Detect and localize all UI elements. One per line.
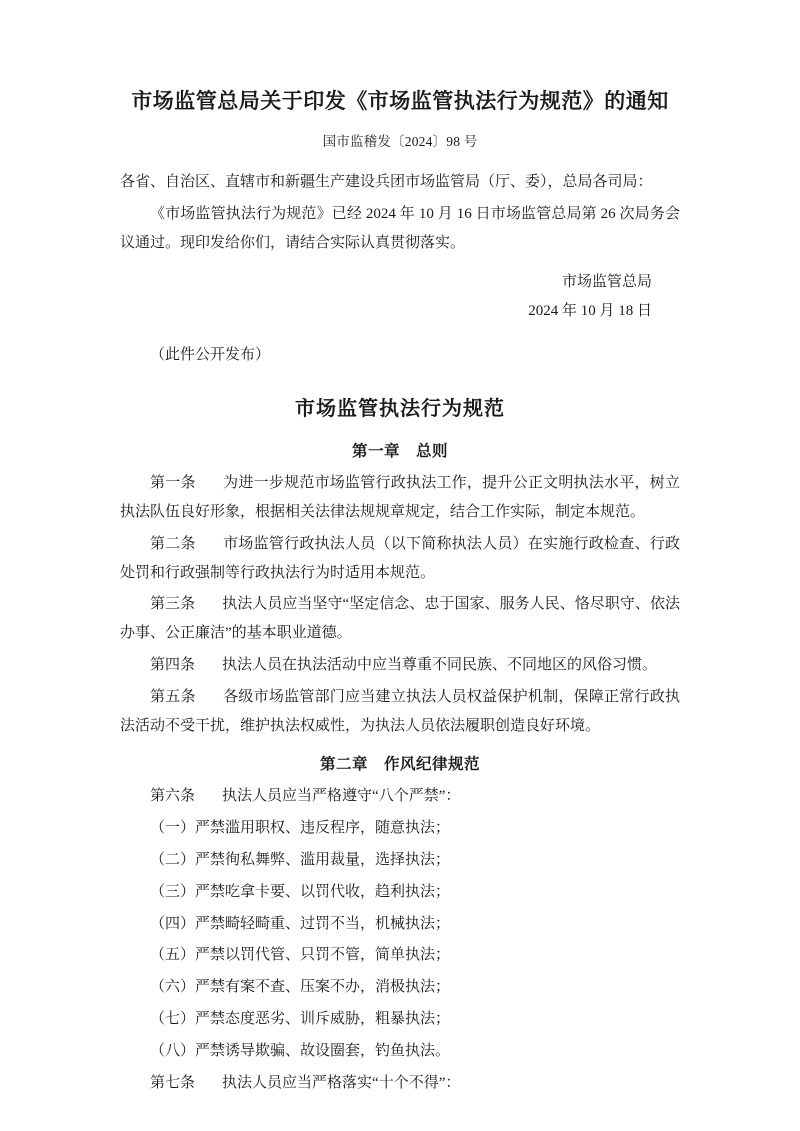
signature-block [120,268,680,326]
chapter-heading-2: 第二章 作风纪律规范 [319,756,480,774]
list-item: （三）严禁吃拿卡要、以罚代收，趋利执法； [150,883,451,900]
article-label: 第一条 [150,475,196,492]
list-item: （六）严禁有案不查、压案不办，消极执法； [150,979,451,996]
article-text: 执法人员应当严格遵守“八个严禁”： [222,788,461,805]
article-label: 第四条 [150,657,196,674]
article-label: 第六条 [150,788,196,805]
article-text: 执法人员在执法活动中应当尊重不同民族、不同地区的风俗习惯。 [222,657,658,674]
article-label: 第二条 [150,535,196,552]
article-item [120,651,680,680]
article-label: 第七条 [150,1074,196,1091]
article-item [120,469,680,527]
article-text: 执法人员应当严格落实“十个不得”： [222,1074,461,1091]
page-title: 市场监管总局关于印发《市场监管执法行为规范》的通知 [131,89,669,113]
article-item [120,530,680,588]
article-item [120,590,680,648]
list-item: （二）严禁徇私舞弊、滥用裁量，选择执法； [150,852,451,869]
article-item [120,683,680,741]
public-release-note: （此件公开发布） [150,347,271,364]
list-item: （八）严禁诱导欺骗、故设圈套，钓鱼执法。 [150,1042,451,1059]
list-item: （七）严禁态度恶劣、训斥威胁，粗暴执法； [150,1011,451,1028]
chapter-heading-1: 第一章 总则 [351,443,448,461]
signer-name: 市场监管总局 [561,273,652,290]
list-item: （五）严禁以罚代管、只罚不管，简单执法； [150,947,451,964]
document-number: 国市监稽发〔2024〕98 号 [322,133,478,149]
list-item: （一）严禁滥用职权、违反程序，随意执法； [150,820,451,837]
article-text: 各级市场监管部门应当建立执法人员权益保护机制，保障正常行政执法活动不受干扰，维护执法权威性，为执法人员依法履职创造良好环境。 [120,688,680,734]
intro-paragraph: 《市场监管执法行为规范》已经 2024 年 10 月 16 日市场监管总局第 26 次局务会议通过。现印发给你们，请结合实际认真贯彻落实。 [120,206,680,252]
article-label: 第三条 [150,596,196,613]
list-item: （四）严禁畸轻畸重、过罚不当，机械执法； [150,915,451,932]
article-text: 市场监管行政执法人员（以下简称执法人员）在实施行政检查、行政处罚和行政强制等行政执法行为时适用本规范。 [120,535,680,581]
article-text: 为进一步规范市场监管行政执法工作，提升公正文明执法水平，树立执法队伍良好形象，根据相关法律法规规章规定，结合工作实际，制定本规范。 [120,475,680,521]
regulation-title: 市场监管执法行为规范 [295,398,505,421]
article-text: 执法人员应当坚守“坚定信念、忠于国家、服务人民、恪尽职守、依法办事、公正廉洁”的基本职业道德。 [120,596,680,642]
article-item [120,1069,680,1098]
article-label: 第五条 [150,688,196,705]
article-item [120,782,680,811]
sign-date: 2024 年 10 月 18 日 [528,302,652,319]
recipients-line: 各省、自治区、直辖市和新疆生产建设兵团市场监管局（厅、委），总局各司局： [120,173,653,190]
